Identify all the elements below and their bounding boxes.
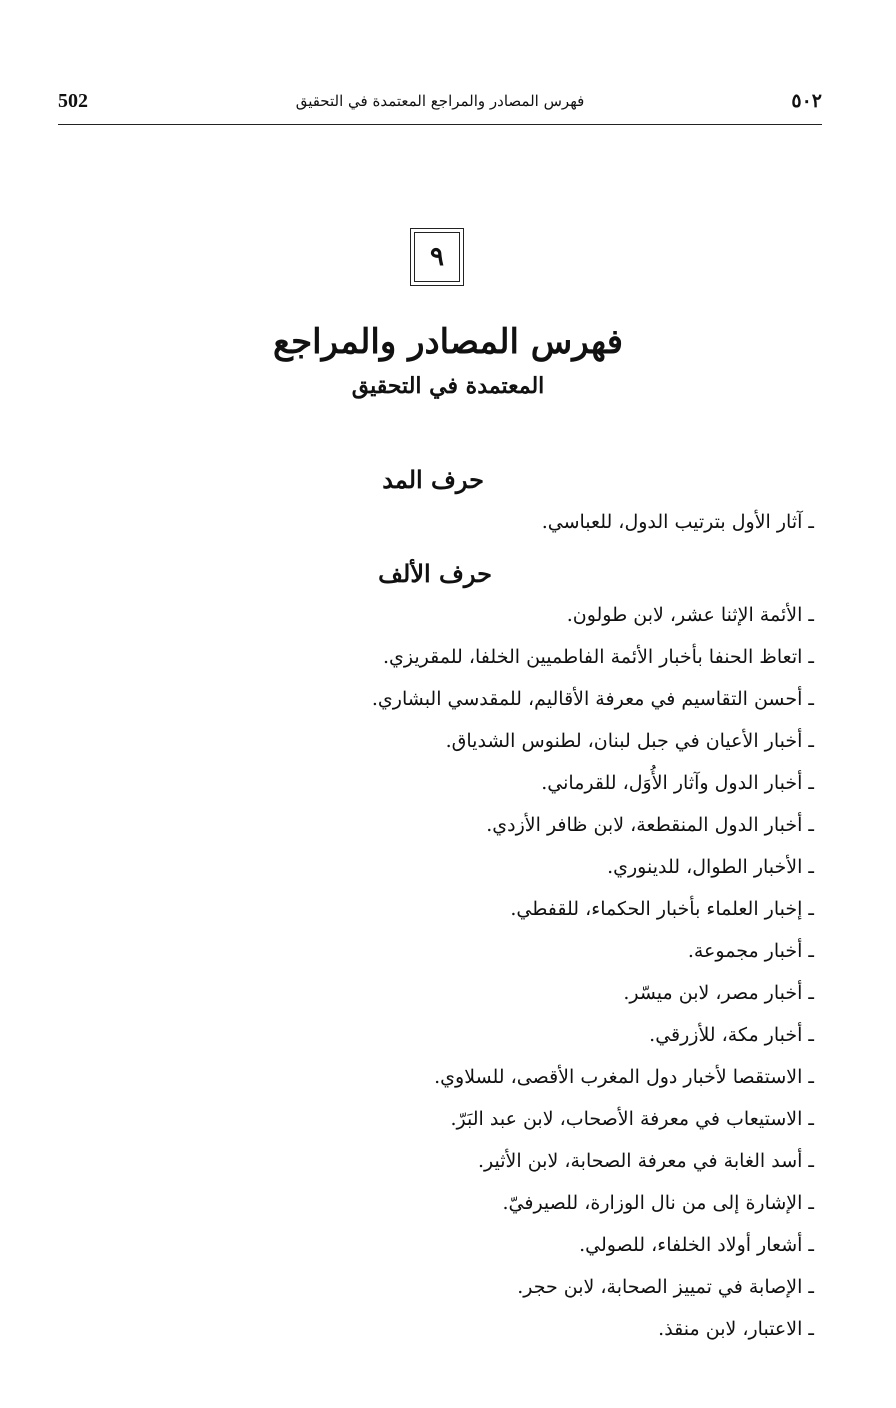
index-entry: ـ الاعتبار، لابن منقذ. xyxy=(658,1318,814,1340)
index-content xyxy=(214,460,814,1350)
chapter-subtitle: المعتمدة في التحقيق xyxy=(351,373,545,399)
chapter-number: ٩ xyxy=(430,242,444,272)
index-entry: ـ أشعار أولاد الخلفاء، للصولي. xyxy=(579,1234,814,1256)
index-entry: ـ الأخبار الطوال، للدينوري. xyxy=(607,856,814,878)
index-entry: ـ أخبار الأعيان في جبل لبنان، لطنوس الشدياق. xyxy=(445,730,814,752)
index-entry: ـ اتعاظ الحنفا بأخبار الأئمة الفاطميين الخلفا، للمقريزي. xyxy=(383,646,814,668)
chapter-title: فهرس المصادر والمراجع xyxy=(273,322,623,362)
index-entry: ـ الإشارة إلى من نال الوزارة، للصيرفيّ. xyxy=(502,1192,814,1214)
index-entry: ـ الاستيعاب في معرفة الأصحاب، لابن عبد البَرّ. xyxy=(450,1108,814,1130)
index-entry: ـ الاستقصا لأخبار دول المغرب الأقصى، للسلاوي. xyxy=(434,1066,814,1088)
page-number-latin: 502 xyxy=(58,90,88,112)
index-entry: ـ أخبار مصر، لابن ميسّر. xyxy=(623,982,814,1004)
index-entry: ـ إخبار العلماء بأخبار الحكماء، للقفطي. xyxy=(510,898,814,920)
section-heading-alif: حرف الألف xyxy=(378,559,492,588)
running-header xyxy=(58,88,822,125)
index-entry: ـ أخبار مكة، للأزرقي. xyxy=(649,1024,814,1046)
index-entry: ـ الأئمة الإثنا عشر، لابن طولون. xyxy=(566,604,814,626)
running-title: فهرس المصادر والمراجع المعتمدة في التحقيق xyxy=(295,92,585,110)
page-number-arabic: ٥٠٢ xyxy=(791,90,822,112)
index-entry: ـ أخبار الدول وآثار الأُوَل، للقرماني. xyxy=(541,772,814,794)
index-entry: ـ أحسن التقاسيم في معرفة الأقاليم، للمقدسي البشاري. xyxy=(371,688,814,710)
index-entry: ـ أسد الغابة في معرفة الصحابة، لابن الأثير. xyxy=(478,1150,814,1172)
index-entry: ـ أخبار مجموعة. xyxy=(687,940,814,962)
index-entry: ـ أخبار الدول المنقطعة، لابن ظافر الأزدي. xyxy=(486,814,814,836)
index-entry: ـ آثار الأول بترتيب الدول، للعباسي. xyxy=(541,511,814,533)
section-heading-madd: حرف المد xyxy=(382,465,484,494)
chapter-number-box xyxy=(410,228,464,286)
index-entry: ـ الإصابة في تمييز الصحابة، لابن حجر. xyxy=(517,1276,814,1298)
